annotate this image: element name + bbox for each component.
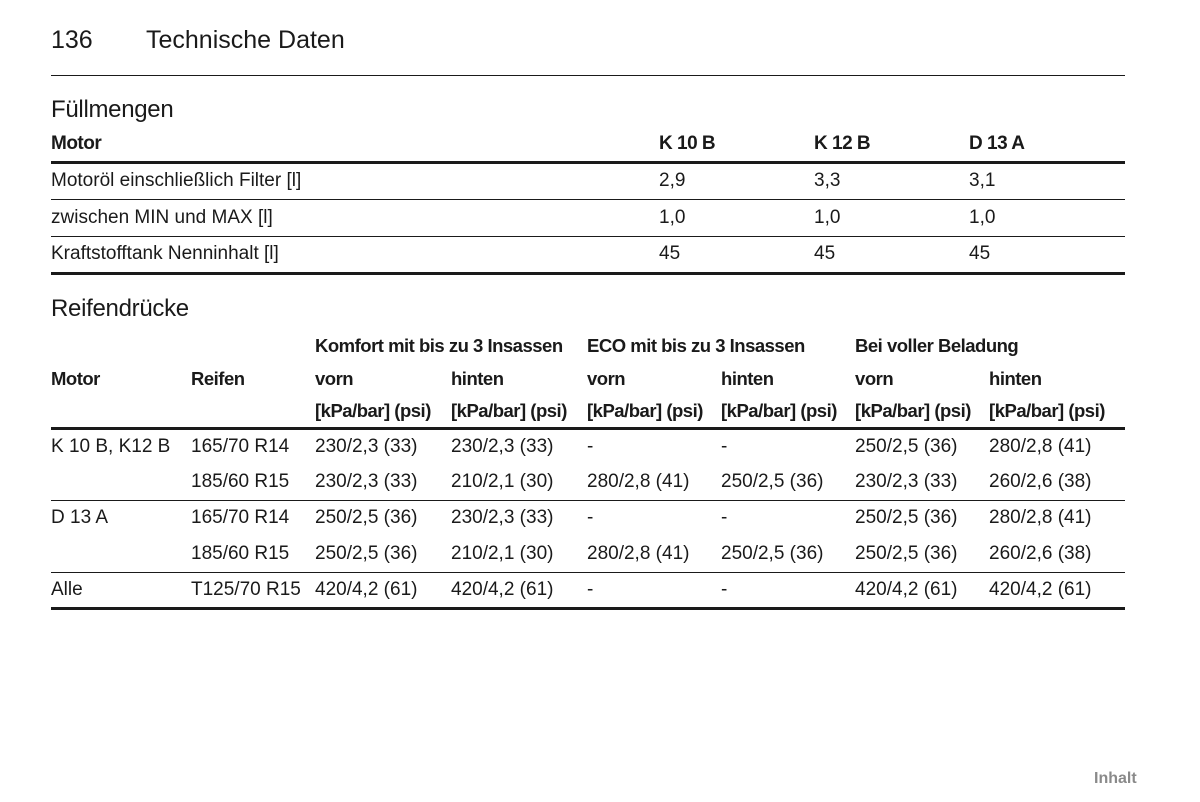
cell-pressure: 280/2,8 (41) bbox=[989, 435, 1092, 457]
cell-value: 1,0 bbox=[659, 199, 814, 236]
inhalt-link[interactable]: Inhalt bbox=[1094, 770, 1137, 787]
cell-pressure: 230/2,3 (33) bbox=[315, 435, 418, 457]
cell-pressure: 250/2,5 (36) bbox=[315, 507, 418, 529]
row-label: Motoröl einschließlich Filter [l] bbox=[51, 162, 659, 199]
cell-pressure: - bbox=[587, 507, 594, 529]
group-header-komfort: Komfort mit bis zu 3 Insassen bbox=[315, 334, 563, 356]
table-row bbox=[51, 464, 1125, 500]
table-unit-row bbox=[51, 395, 1125, 428]
column-unit: [kPa/bar] (psi) bbox=[989, 395, 1125, 428]
cell-pressure: - bbox=[587, 435, 594, 457]
cell-pressure: 250/2,5 (36) bbox=[721, 536, 855, 572]
cell-pressure: 260/2,6 (38) bbox=[989, 464, 1125, 500]
cell-tire-size: 185/60 R15 bbox=[191, 464, 315, 500]
cell-pressure: 210/2,1 (30) bbox=[451, 464, 587, 500]
cell-pressure: 250/2,5 (36) bbox=[855, 435, 958, 457]
cell-pressure: - bbox=[721, 435, 728, 457]
column-unit: [kPa/bar] (psi) bbox=[451, 395, 587, 428]
cell-tire-size: 165/70 R14 bbox=[191, 435, 290, 457]
column-header-d13a: D 13 A bbox=[969, 128, 1125, 162]
cell-pressure: 230/2,3 (33) bbox=[451, 507, 554, 529]
cell-pressure: 250/2,5 (36) bbox=[855, 536, 989, 572]
cell-motor bbox=[51, 464, 191, 500]
column-unit: [kPa/bar] (psi) bbox=[855, 395, 989, 428]
cell-motor: K 10 B, K12 B bbox=[51, 435, 171, 457]
row-label: zwischen MIN und MAX [l] bbox=[51, 199, 659, 236]
cell-pressure: 250/2,5 (36) bbox=[315, 536, 451, 572]
column-unit: [kPa/bar] (psi) bbox=[587, 395, 721, 428]
column-header-motor: Motor bbox=[51, 367, 100, 389]
cell-value: 3,3 bbox=[814, 162, 969, 199]
table-row bbox=[51, 500, 1125, 536]
cell-pressure: 260/2,6 (38) bbox=[989, 536, 1125, 572]
table-row bbox=[51, 572, 1125, 608]
table-row bbox=[51, 536, 1125, 572]
column-header-k10b: K 10 B bbox=[659, 128, 814, 162]
column-header-position: hinten bbox=[721, 367, 774, 389]
table-row bbox=[51, 199, 1125, 236]
cell-pressure: 420/4,2 (61) bbox=[451, 572, 587, 608]
cell-pressure: 230/2,3 (33) bbox=[315, 464, 451, 500]
cell-value: 45 bbox=[814, 236, 969, 273]
cell-value: 2,9 bbox=[659, 162, 814, 199]
cell-pressure: 250/2,5 (36) bbox=[721, 464, 855, 500]
cell-value: 1,0 bbox=[969, 199, 1125, 236]
cell-value: 1,0 bbox=[814, 199, 969, 236]
column-unit: [kPa/bar] (psi) bbox=[721, 395, 855, 428]
cell-tire-size: 165/70 R14 bbox=[191, 507, 290, 529]
cell-pressure: 250/2,5 (36) bbox=[855, 507, 958, 529]
column-header-position: vorn bbox=[315, 367, 354, 389]
page-header bbox=[51, 24, 1125, 76]
page-number: 136 bbox=[51, 26, 93, 54]
cell-pressure: 420/4,2 (61) bbox=[315, 572, 451, 608]
column-header-position: vorn bbox=[855, 367, 894, 389]
cell-value: 45 bbox=[659, 236, 814, 273]
column-header-motor: Motor bbox=[51, 128, 659, 162]
cell-value: 45 bbox=[969, 236, 1125, 273]
group-header-eco: ECO mit bis zu 3 Insassen bbox=[587, 334, 805, 356]
cell-motor: Alle bbox=[51, 572, 191, 608]
table-header-row bbox=[51, 128, 1125, 162]
cell-motor: D 13 A bbox=[51, 507, 109, 529]
column-header-position: hinten bbox=[989, 367, 1042, 389]
cell-tire-size: 185/60 R15 bbox=[191, 536, 315, 572]
column-unit: [kPa/bar] (psi) bbox=[315, 395, 451, 428]
fuellmengen-table bbox=[51, 128, 1125, 275]
table-group-header-row bbox=[51, 329, 1125, 362]
table-header-row bbox=[51, 362, 1125, 395]
cell-pressure: 230/2,3 (33) bbox=[451, 435, 554, 457]
table-row bbox=[51, 236, 1125, 273]
cell-value: 3,1 bbox=[969, 162, 1125, 199]
cell-pressure: - bbox=[587, 572, 721, 608]
cell-pressure: 280/2,8 (41) bbox=[587, 536, 721, 572]
cell-pressure: 210/2,1 (30) bbox=[451, 536, 587, 572]
reifendruecke-table bbox=[51, 329, 1125, 610]
cell-motor bbox=[51, 536, 191, 572]
table-row bbox=[51, 162, 1125, 199]
cell-pressure: 230/2,3 (33) bbox=[855, 464, 989, 500]
column-header-position: hinten bbox=[451, 367, 504, 389]
column-header-reifen: Reifen bbox=[191, 367, 245, 389]
section-title-fuellmengen: Füllmengen bbox=[51, 96, 174, 123]
table-row bbox=[51, 428, 1125, 464]
page-title: Technische Daten bbox=[146, 26, 345, 54]
row-label: Kraftstofftank Nenninhalt [l] bbox=[51, 236, 659, 273]
group-header-volle-beladung: Bei voller Beladung bbox=[855, 334, 1019, 356]
cell-pressure: - bbox=[721, 572, 855, 608]
column-header-k12b: K 12 B bbox=[814, 128, 969, 162]
column-header-position: vorn bbox=[587, 367, 626, 389]
cell-tire-size: T125/70 R15 bbox=[191, 572, 315, 608]
section-title-reifendruecke: Reifendrücke bbox=[51, 295, 189, 322]
cell-pressure: 280/2,8 (41) bbox=[587, 464, 721, 500]
cell-pressure: - bbox=[721, 507, 728, 529]
cell-pressure: 280/2,8 (41) bbox=[989, 507, 1092, 529]
cell-pressure: 420/4,2 (61) bbox=[989, 572, 1125, 608]
cell-pressure: 420/4,2 (61) bbox=[855, 572, 989, 608]
header-divider bbox=[51, 75, 1125, 76]
